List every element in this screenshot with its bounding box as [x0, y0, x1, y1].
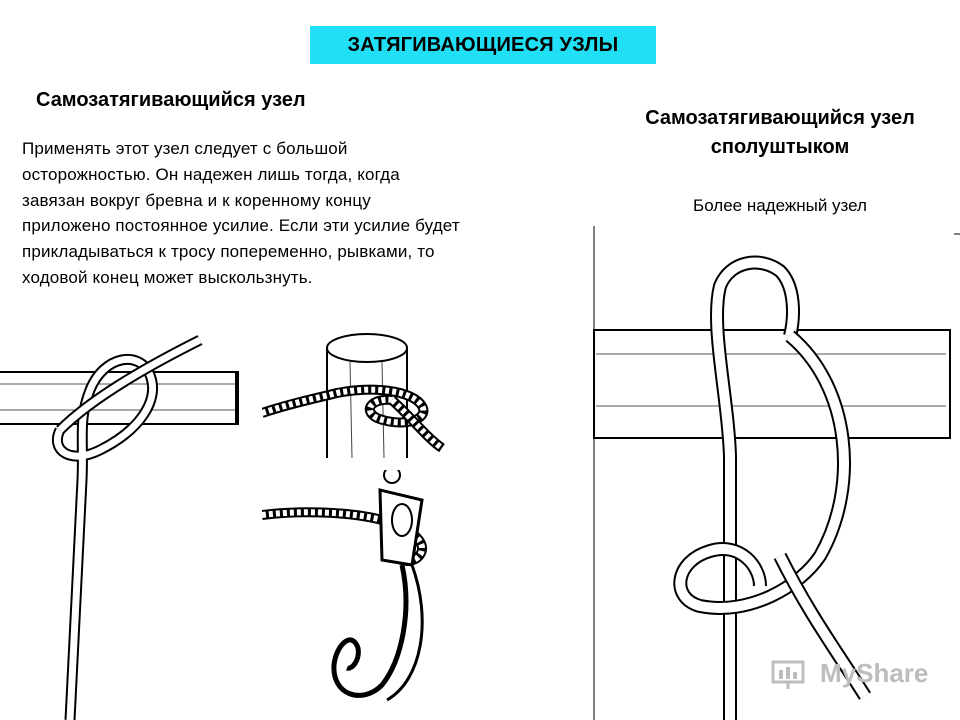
slide-title: ЗАТЯГИВАЮЩИЕСЯ УЗЛЫ	[347, 33, 619, 56]
left-heading: Самозатягивающийся узел	[36, 89, 306, 111]
knot-on-log-illustration	[0, 330, 260, 720]
right-heading: Самозатягивающийся узел сполуштыком	[645, 107, 915, 158]
watermark-logo: MyShare	[820, 658, 929, 688]
left-description: Применять этот узел следует с большой осторожностью. Он надежен лишь тогда, когда завязан вокруг бревна и к коренному концу приложено постоянное усилие. Если эти усилие будет прикладываться к тросу попеременно, рывками, то ходовой конец может выскользнуть.	[22, 139, 460, 287]
knot-with-half-hitch-illustration	[590, 226, 960, 720]
title-banner	[310, 26, 656, 64]
knot-on-post-illustration	[262, 318, 462, 458]
right-subtext: Более надежный узел	[693, 196, 867, 215]
knot-on-hook-illustration	[262, 470, 462, 710]
presentation-board-icon	[770, 660, 806, 690]
